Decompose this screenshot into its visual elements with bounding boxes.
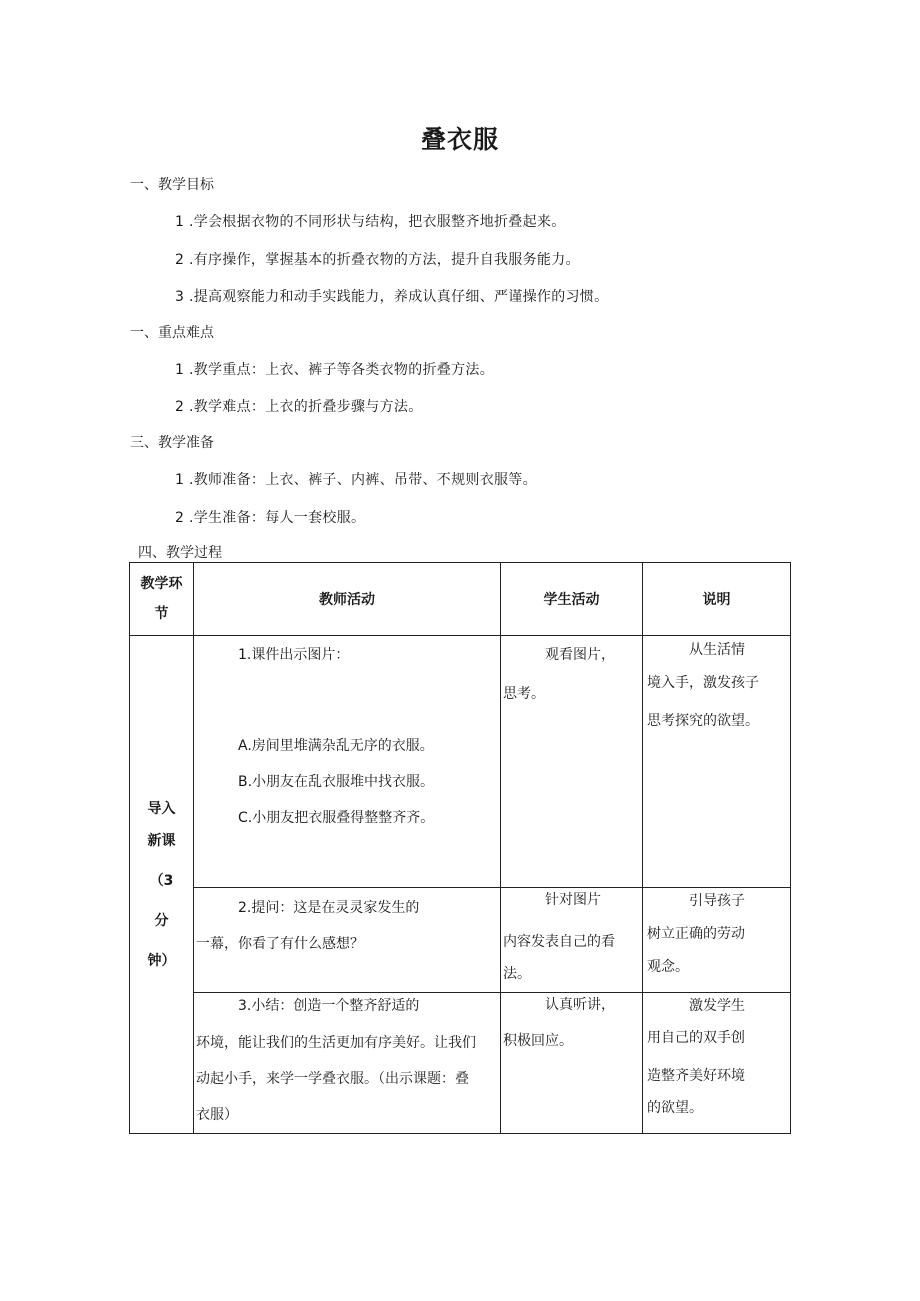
note-line: 用自己的双手创 [647,1030,745,1046]
student-line: 认真听讲， [545,997,615,1013]
keypoint-item-1: 1 .教学重点：上衣、裤子等各类衣物的折叠方法。 [175,362,495,378]
note-line: 引导孩子 [689,893,745,909]
header-stage [130,563,194,636]
note-cell [643,888,791,993]
teacher-activity-cell [194,636,501,888]
header-stage-line: 教学环 [140,576,183,592]
stage-line: 新课 [147,832,176,849]
teacher-line: 3.小结：创造一个整齐舒适的 [238,998,420,1014]
section-heading-preparation: 三、教学准备 [130,435,214,451]
note-cell [643,993,791,1134]
teacher-line: B.小朋友在乱衣服堆中找衣服。 [238,774,435,790]
student-line: 法。 [503,966,531,982]
table-header-row [130,563,791,636]
goal-item-1: 1 .学会根据衣物的不同形状与结构，把衣服整齐地折叠起来。 [175,214,566,230]
header-note: 说明 [643,563,791,636]
note-line: 造整齐美好环境 [647,1068,745,1084]
keypoint-item-2: 2 .教学难点：上衣的折叠步骤与方法。 [175,399,423,415]
note-line: 从生活情 [689,642,745,658]
goal-item-3: 3 .提高观察能力和动手实践能力，养成认真仔细、严谨操作的习惯。 [175,289,609,305]
note-line: 激发学生 [689,998,745,1014]
note-cell [643,636,791,888]
table-row [130,993,791,1134]
student-activity-cell [501,993,643,1134]
teacher-activity-cell [194,888,501,993]
header-stage-line: 节 [154,606,169,622]
process-table [129,562,791,1134]
student-line: 观看图片， [545,647,615,663]
stage-line: 导入 [147,800,176,817]
student-activity-cell [501,636,643,888]
header-teacher: 教师活动 [194,563,501,636]
page-title: 叠衣服 [420,125,499,154]
stage-line: 分 [154,912,169,929]
section-heading-goals: 一、教学目标 [130,177,214,193]
section-heading-process: 四、教学过程 [138,545,222,561]
student-line: 积极回应。 [503,1033,573,1049]
stage-line: 钟） [147,952,176,969]
teacher-line: C.小朋友把衣服叠得整整齐齐。 [238,810,435,826]
note-line: 的欲望。 [647,1100,703,1116]
note-line: 观念。 [647,959,689,975]
note-line: 思考探究的欲望。 [647,713,759,729]
student-activity-cell [501,888,643,993]
student-line: 思考。 [503,686,545,702]
student-line: 内容发表自己的看 [503,934,615,950]
prep-item-2: 2 .学生准备：每人一套校服。 [175,510,366,526]
table-row [130,888,791,993]
teacher-line: 衣服） [196,1107,238,1123]
teacher-line: 一幕，你看了有什么感想？ [196,936,364,952]
teacher-line: 2.提问：这是在灵灵家发生的 [238,900,420,916]
stage-cell [130,636,194,1134]
section-heading-keypoints: 一、重点难点 [130,325,214,341]
prep-item-1: 1 .教师准备：上衣、裤子、内裤、吊带、不规则衣服等。 [175,472,537,488]
goal-item-2: 2 .有序操作，掌握基本的折叠衣物的方法，提升自我服务能力。 [175,252,580,268]
teacher-line: 动起小手，来学一学叠衣服。（出示课题：叠 [196,1071,469,1087]
table-row [130,636,791,888]
note-line: 境入手，激发孩子 [647,675,759,691]
teacher-activity-cell [194,993,501,1134]
header-student: 学生活动 [501,563,643,636]
teacher-line: 环境，能让我们的生活更加有序美好。让我们 [196,1035,476,1051]
teacher-line: A.房间里堆满杂乱无序的衣服。 [238,738,434,754]
teacher-line: 1.课件出示图片： [238,647,350,663]
stage-line: （3 [149,872,174,889]
note-line: 树立正确的劳动 [647,926,745,942]
student-line: 针对图片 [545,892,601,908]
